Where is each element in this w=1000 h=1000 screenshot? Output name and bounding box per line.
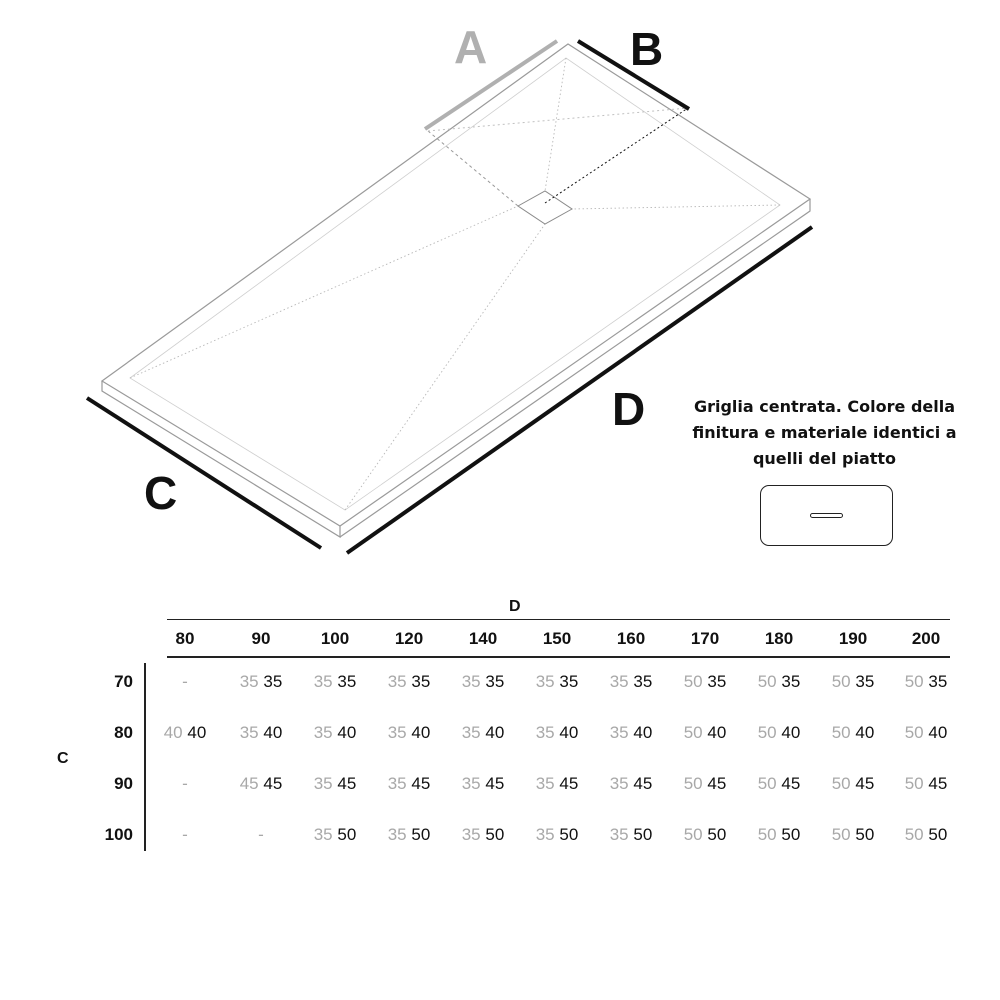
slope-line [572,205,780,209]
table-cell [374,672,444,692]
black-value: 50 [485,825,505,844]
column-header: 190 [838,629,868,648]
not-available-value: - [182,774,188,793]
grey-value: 35 [387,723,407,742]
black-value: 40 [559,723,579,742]
grey-value: 35 [609,774,629,793]
table-cell [374,774,444,794]
black-value: 35 [559,672,579,691]
grey-value: 35 [535,672,555,691]
grey-value: 35 [609,672,629,691]
table-cell [818,672,888,692]
black-value: 35 [263,672,283,691]
not-available-value: - [182,825,188,844]
dimension-line-a [425,41,557,129]
column-header: 160 [616,629,646,648]
grey-value: 50 [831,723,851,742]
grey-value: 50 [831,774,851,793]
table-cell [596,723,666,743]
dimension-label-b: B [630,23,664,75]
grate-slot-icon [810,513,843,518]
row-header: 90 [114,774,133,793]
black-value: 50 [633,825,653,844]
grey-value: 35 [313,774,333,793]
grey-value: 35 [461,774,481,793]
table-cell [226,723,296,743]
table-cell [818,825,888,845]
grey-value: 50 [757,774,777,793]
table-cell [596,672,666,692]
black-value: 50 [781,825,801,844]
black-value: 45 [337,774,357,793]
black-value: 40 [263,723,283,742]
black-value: 35 [855,672,875,691]
table-header-rule [167,656,950,658]
table-cell [670,774,740,794]
column-header: 200 [911,629,941,648]
grey-value: 50 [683,825,703,844]
grey-value: 50 [757,723,777,742]
table-cell [226,672,296,692]
black-value: 35 [485,672,505,691]
black-value: 40 [781,723,801,742]
black-value: 35 [633,672,653,691]
table-cell [891,723,961,743]
black-value: 40 [633,723,653,742]
grey-value: 35 [535,825,555,844]
table-cell [374,825,444,845]
table-cell [744,723,814,743]
grey-value: 50 [683,723,703,742]
dimension-line-c [87,398,321,548]
table-cell [891,825,961,845]
projection-line-b [545,108,688,203]
table-cell [670,723,740,743]
column-header: 140 [468,629,498,648]
table-cell [300,774,370,794]
table-cell [891,672,961,692]
tray-front-thickness [102,381,340,537]
table-cell [596,774,666,794]
grate-icon [760,485,893,546]
table-cell [300,825,370,845]
grey-value: 35 [535,723,555,742]
black-value: 45 [855,774,875,793]
table-top-rule [167,619,950,620]
black-value: 40 [928,723,948,742]
column-header: 100 [320,629,350,648]
black-value: 50 [337,825,357,844]
grey-value: 50 [757,672,777,691]
table-cell [300,672,370,692]
black-value: 45 [559,774,579,793]
grey-value: 45 [239,774,259,793]
black-value: 50 [559,825,579,844]
black-value: 45 [411,774,431,793]
table-cell [744,774,814,794]
black-value: 45 [781,774,801,793]
grey-value: 35 [609,825,629,844]
table-cell [744,825,814,845]
table-cell [150,774,220,794]
column-header: 80 [175,629,195,648]
black-value: 45 [485,774,505,793]
grey-value: 35 [239,672,259,691]
grey-value: 35 [609,723,629,742]
grey-value: 40 [163,723,183,742]
grate-note [682,394,967,472]
grey-value: 35 [313,672,333,691]
black-value: 40 [337,723,357,742]
grey-value: 50 [904,774,924,793]
projection-line-b-short [428,108,688,131]
grey-value: 50 [831,672,851,691]
table-cell [150,825,220,845]
row-header: 80 [114,723,133,742]
table-cell [522,672,592,692]
drain-grate [518,191,572,224]
table-cell [522,723,592,743]
grey-value: 50 [683,672,703,691]
table-cell [744,672,814,692]
black-value: 40 [707,723,727,742]
grate-note-line: Griglia centrata. Colore della [693,397,956,416]
row-header: 70 [114,672,133,691]
table-cell [596,825,666,845]
table-cell [522,825,592,845]
table-cell [522,774,592,794]
grey-value: 35 [387,825,407,844]
column-header: 90 [251,629,271,648]
grate-note-line: finitura e materiale identici a [692,423,957,442]
grey-value: 35 [239,723,259,742]
table-d-header: D [509,598,521,615]
table-cell [891,774,961,794]
grey-value: 50 [683,774,703,793]
black-value: 50 [411,825,431,844]
column-header: 170 [690,629,720,648]
table-cell [448,774,518,794]
grey-value: 50 [904,723,924,742]
grey-value: 35 [387,672,407,691]
table-cell [150,723,220,743]
grey-value: 35 [387,774,407,793]
black-value: 35 [411,672,431,691]
dimension-line-d [347,227,812,553]
grey-value: 50 [757,825,777,844]
table-cell [448,825,518,845]
slope-line [345,224,545,510]
table-row-rule [144,663,146,851]
grey-value: 50 [904,825,924,844]
grey-value: 50 [904,672,924,691]
grey-value: 35 [461,723,481,742]
dimension-label-c: C [144,467,178,519]
grey-value: 35 [535,774,555,793]
black-value: 45 [928,774,948,793]
grey-value: 35 [313,825,333,844]
column-header: 120 [394,629,424,648]
table-cell [448,723,518,743]
grey-value: 35 [313,723,333,742]
column-header: 150 [542,629,572,648]
table-cell [670,825,740,845]
black-value: 40 [411,723,431,742]
column-header: 180 [764,629,794,648]
not-available-value: - [258,825,264,844]
grey-value: 35 [461,825,481,844]
row-header: 100 [104,825,133,844]
projection-line-a [428,131,518,206]
table-cell [448,672,518,692]
table-cell [670,672,740,692]
black-value: 40 [187,723,207,742]
grate-note-line: quelli del piatto [752,449,897,468]
black-value: 45 [707,774,727,793]
not-available-value: - [182,672,188,691]
black-value: 50 [855,825,875,844]
black-value: 35 [707,672,727,691]
projection-lines [428,108,688,206]
grey-value: 35 [461,672,481,691]
black-value: 45 [263,774,283,793]
slope-line [545,58,566,191]
black-value: 45 [633,774,653,793]
table-cell [300,723,370,743]
table-cell [150,672,220,692]
black-value: 40 [485,723,505,742]
black-value: 35 [781,672,801,691]
black-value: 35 [337,672,357,691]
dimension-label-a: A [454,21,488,73]
slope-line [130,206,518,378]
dimension-label-d: D [612,383,646,435]
table-c-header: C [57,750,69,767]
black-value: 50 [707,825,727,844]
tray-side-thickness [340,199,810,537]
table-cell [818,774,888,794]
table-cell [818,723,888,743]
grey-value: 50 [831,825,851,844]
table-cell [226,825,296,845]
black-value: 50 [928,825,948,844]
table-cell [374,723,444,743]
black-value: 35 [928,672,948,691]
black-value: 40 [855,723,875,742]
table-cell [226,774,296,794]
